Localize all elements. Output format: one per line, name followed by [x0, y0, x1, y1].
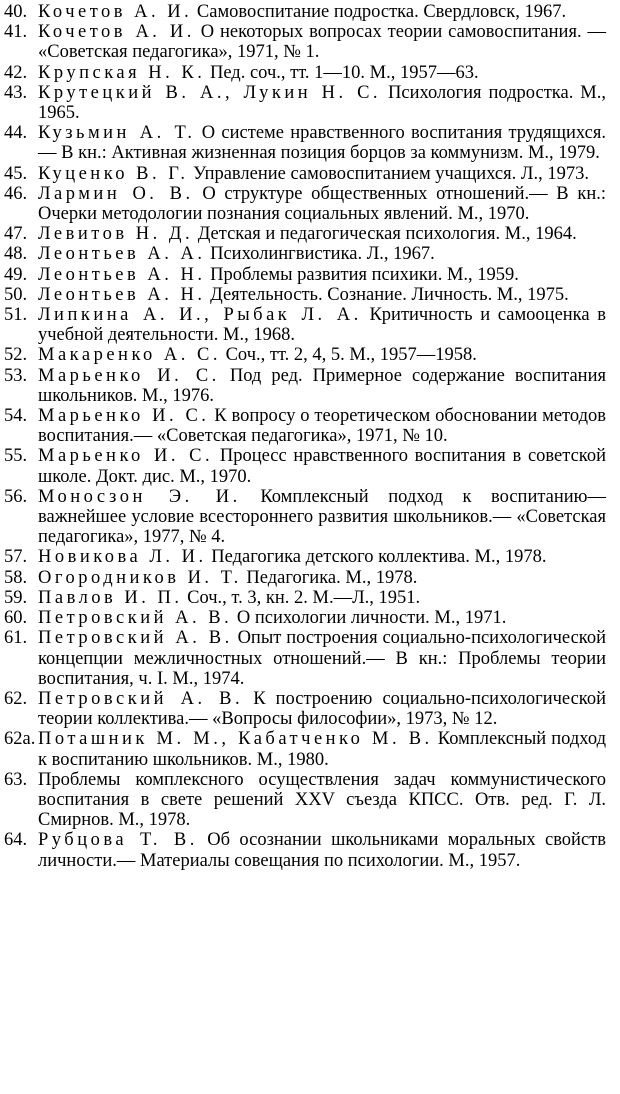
entry-text — [38, 2, 606, 22]
entry-text — [38, 446, 606, 486]
entry-title: О психологии личности. М., 1971. — [232, 608, 507, 629]
entry-author: Новикова Л. И. — [38, 547, 207, 568]
bibliography-entry — [4, 285, 606, 305]
entry-author: Петровский А. В. — [38, 608, 233, 629]
entry-author: Леонтьев А. Н. — [38, 264, 206, 285]
entry-author: Рубцова Т. В. — [38, 830, 198, 851]
entry-title: Процесс нравственного воспитания в советской школе. Докт. дис. М., 1970. — [38, 446, 606, 487]
bibliography-entry — [4, 729, 606, 769]
entry-title: Психология подростка. М., 1965. — [38, 82, 606, 124]
bibliography-entry — [4, 406, 606, 446]
entry-title: О структуре общественных отношений.— В кн.: Очерки методологии познания социальных явлений. М., 1970. — [38, 183, 606, 225]
entry-text — [38, 345, 606, 365]
entry-number: 55. — [4, 446, 28, 467]
entry-author: Петровский А. В. — [38, 628, 233, 649]
entry-text — [38, 83, 606, 123]
bibliography-list — [4, 2, 606, 871]
entry-title: Об осознании школьниками моральных свойств личности.— Материалы совещания по психологии. М., 1957. — [38, 830, 606, 871]
entry-number: 45. — [4, 163, 28, 184]
entry-text — [38, 224, 606, 244]
entry-author: Леонтьев А. А. — [38, 244, 206, 265]
entry-author: Марьенко И. С. — [38, 446, 214, 467]
bibliography-entry — [4, 244, 606, 264]
entry-title: Соч., т. 3, кн. 2. М.—Л., 1951. — [182, 587, 421, 608]
entry-text — [38, 305, 606, 345]
entry-title: К вопросу о теоретическом обосновании методов воспитания.— «Советская педагогика», 1971, № 10. — [38, 406, 606, 447]
entry-number: 59. — [4, 587, 28, 608]
entry-text — [38, 244, 606, 264]
entry-author: Поташник М. М., Кабатченко М. В. — [38, 729, 433, 750]
entry-number: 62. — [4, 688, 28, 709]
bibliography-entry — [4, 588, 606, 608]
entry-text — [38, 63, 606, 83]
bibliography-entry — [4, 628, 606, 689]
entry-text — [38, 22, 606, 62]
entry-author: Павлов И. П. — [38, 587, 183, 608]
entry-title: Психолингвистика. Л., 1967. — [205, 244, 435, 265]
entry-number: 46. — [4, 183, 28, 204]
entry-text — [38, 608, 606, 628]
entry-text — [38, 123, 606, 163]
bibliography-entry — [4, 487, 606, 548]
entry-author: Петровский А. В. — [38, 688, 244, 709]
bibliography-entry — [4, 689, 606, 729]
entry-number: 63. — [4, 769, 28, 790]
entry-number: 64. — [4, 830, 28, 851]
entry-number: 62а. — [4, 729, 36, 750]
entry-number: 57. — [4, 547, 28, 568]
entry-number: 47. — [4, 224, 28, 245]
entry-number: 51. — [4, 305, 28, 326]
bibliography-entry — [4, 770, 606, 831]
entry-text — [38, 265, 606, 285]
bibliography-entry — [4, 224, 606, 244]
entry-text — [38, 164, 606, 184]
entry-title: Деятельность. Сознание. Личность. М., 1975. — [205, 284, 569, 305]
entry-author: Крупская Н. К. — [38, 62, 206, 83]
entry-title: Пед. соч., тт. 1—10. М., 1957—63. — [205, 62, 479, 83]
entry-author: Левитов Н. Д. — [38, 224, 194, 245]
entry-number: 54. — [4, 406, 28, 427]
bibliography-entry — [4, 366, 606, 406]
entry-title: Комплексный подход к воспитанию— важнейшее условие всестороннего развития школьников.— «Советская педагогика», 1977, № 4. — [38, 486, 606, 548]
bibliography-entry — [4, 83, 606, 123]
entry-text — [38, 628, 606, 689]
bibliography-entry — [4, 184, 606, 224]
entry-author: Кочетов А. И. — [38, 22, 195, 43]
entry-number: 53. — [4, 365, 28, 386]
entry-title: О системе нравственного воспитания трудящихся.— В кн.: Активная жизненная позиция борцов за коммунизм. М., 1979. — [38, 123, 606, 164]
entry-number: 60. — [4, 608, 28, 629]
entry-author: Леонтьев А. Н. — [38, 284, 206, 305]
entry-text — [38, 184, 606, 224]
entry-title: Проблемы развития психики. М., 1959. — [205, 264, 519, 285]
entry-author: Марьенко И. С. — [38, 365, 220, 386]
bibliography-entry — [4, 305, 606, 345]
entry-author: Липкина А. И., Рыбак Л. А. — [38, 305, 362, 326]
entry-number: 61. — [4, 628, 28, 649]
entry-text — [38, 487, 606, 548]
entry-title: Педагогика. М., 1978. — [241, 567, 418, 588]
entry-number: 58. — [4, 567, 28, 588]
entry-title: Самовоспитание подростка. Свердловск, 1967. — [192, 2, 567, 22]
entry-text — [38, 406, 606, 446]
entry-text — [38, 547, 606, 567]
bibliography-entry — [4, 446, 606, 486]
entry-text — [38, 729, 606, 769]
bibliography-entry — [4, 345, 606, 365]
entry-title: О некоторых вопросах теории самовоспитания. — «Советская педагогика», 1971, № 1. — [38, 22, 606, 63]
entry-title: К построению социально-психологической теории коллектива.— «Вопросы философии», 1973, № 12. — [38, 688, 606, 730]
entry-title: Критичность и самооценка в учебной деятельности. М., 1968. — [38, 305, 606, 346]
entry-title: Проблемы комплексного осуществления задач коммунистического воспитания в свете решений XXV съезда КПСС. Отв. ред. Г. Л. Смирнов. М., 1978. — [38, 769, 606, 831]
entry-title: Детская и педагогическая психология. М., 1964. — [193, 224, 577, 245]
entry-title: Опыт построения социально-психологической концепции межличностных отношений.— В кн.: Проблемы теории воспитания, ч. I. М., 1974. — [38, 628, 606, 689]
bibliography-entry — [4, 547, 606, 567]
bibliography-entry — [4, 2, 606, 22]
entry-title: Под ред. Примерное содержание воспитания школьников. М., 1976. — [38, 365, 606, 406]
entry-author: Кочетов А. И. — [38, 2, 193, 22]
entry-text — [38, 366, 606, 406]
entry-text — [38, 830, 606, 870]
entry-number: 44. — [4, 123, 28, 144]
entry-number: 42. — [4, 62, 28, 83]
entry-title: Педагогика детского коллектива. М., 1978. — [206, 547, 547, 568]
bibliography-entry — [4, 164, 606, 184]
entry-author: Лармин О. В. — [38, 183, 194, 204]
entry-author: Моносзон Э. И. — [38, 486, 241, 507]
entry-text — [38, 689, 606, 729]
entry-author: Крутецкий В. А., Лукин Н. С. — [38, 82, 382, 103]
entry-text — [38, 588, 606, 608]
entry-title: Комплексный подход к воспитанию школьников. М., 1980. — [38, 729, 606, 770]
entry-number: 48. — [4, 244, 28, 265]
entry-text — [38, 770, 606, 831]
entry-text — [38, 285, 606, 305]
entry-number: 49. — [4, 264, 28, 285]
entry-title: Соч., тт. 2, 4, 5. М., 1957—1958. — [220, 345, 477, 366]
entry-number: 43. — [4, 82, 28, 103]
entry-number: 41. — [4, 22, 28, 43]
entry-author: Огородников И. Т. — [38, 567, 242, 588]
entry-number: 56. — [4, 486, 28, 507]
bibliography-entry — [4, 22, 606, 62]
entry-number: 40. — [4, 2, 28, 22]
bibliography-entry — [4, 123, 606, 163]
entry-author: Марьенко И. С. — [38, 406, 210, 427]
bibliography-entry — [4, 568, 606, 588]
bibliography-entry — [4, 265, 606, 285]
entry-text — [38, 568, 606, 588]
entry-title: Управление самовоспитанием учащихся. Л., 1973. — [188, 163, 589, 184]
entry-number: 50. — [4, 284, 28, 305]
bibliography-entry — [4, 63, 606, 83]
bibliography-entry — [4, 608, 606, 628]
bibliography-entry — [4, 830, 606, 870]
entry-author: Макаренко А. С. — [38, 345, 221, 366]
entry-author: Куценко В. Г. — [38, 163, 189, 184]
entry-number: 52. — [4, 345, 28, 366]
entry-author: Кузьмин А. Т. — [38, 123, 196, 144]
